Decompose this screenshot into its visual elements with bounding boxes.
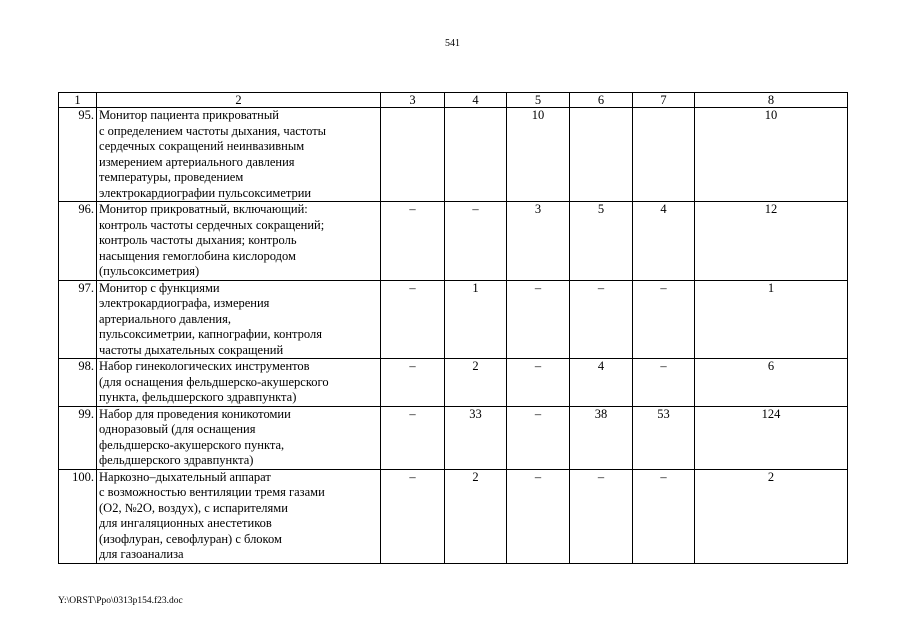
value-cell: 10 [507, 108, 570, 202]
item-name: Монитор пациента прикроватный с определением частоты дыхания, частоты сердечных сокращений неинвазивным измерением артериального давления температуры, проведением электрокардиографии пульсоксиметрии [97, 108, 381, 202]
value-cell [570, 108, 633, 202]
table-row [59, 406, 848, 469]
value-cell: – [507, 280, 570, 359]
header-cell: 5 [507, 93, 570, 108]
value-cell: 1 [445, 280, 507, 359]
value-cell: – [381, 359, 445, 407]
value-cell: – [381, 406, 445, 469]
item-name: Монитор прикроватный, включающий: контроль частоты сердечных сокращений; контроль частоты дыхания; контроль насыщения гемоглобина кислородом (пульсоксиметрия) [97, 202, 381, 281]
header-cell: 7 [633, 93, 695, 108]
total-cell: 1 [695, 280, 848, 359]
value-cell: 2 [445, 469, 507, 563]
item-name: Монитор с функциями электрокардиографа, измерения артериального давления, пульсоксиметрии, капнографии, контроля частоты дыхательных сокращений [97, 280, 381, 359]
header-cell: 1 [59, 93, 97, 108]
item-name: Наркозно–дыхательный аппарат с возможностью вентиляции тремя газами (О2, №2О, воздух), с испарителями для ингаляционных анестетиков (изофлуран, севофлуран) с блоком для газоанализа [97, 469, 381, 563]
page-number: 541 [445, 38, 460, 49]
header-cell: 2 [97, 93, 381, 108]
table-row [59, 108, 848, 202]
value-cell [633, 108, 695, 202]
header-cell: 4 [445, 93, 507, 108]
value-cell: 3 [507, 202, 570, 281]
item-name: Набор для проведения коникотомии одноразовый (для оснащения фельдшерско-акушерского пункта, фельдшерского здравпункта) [97, 406, 381, 469]
value-cell: 33 [445, 406, 507, 469]
value-cell: 5 [570, 202, 633, 281]
value-cell: – [507, 406, 570, 469]
file-path-footer: Y:\ORST\Ppo\0313p154.f23.doc [58, 596, 183, 606]
total-cell: 10 [695, 108, 848, 202]
value-cell: – [381, 469, 445, 563]
item-name: Набор гинекологических инструментов (для оснащения фельдшерско-акушерского пункта, фельдшерского здравпункта) [97, 359, 381, 407]
row-number: 98. [59, 359, 97, 407]
equipment-table [58, 92, 848, 564]
header-cell: 8 [695, 93, 848, 108]
value-cell [445, 108, 507, 202]
header-cell: 3 [381, 93, 445, 108]
value-cell: 38 [570, 406, 633, 469]
value-cell: – [381, 202, 445, 281]
total-cell: 6 [695, 359, 848, 407]
table-row [59, 469, 848, 563]
header-cell: 6 [570, 93, 633, 108]
value-cell: – [507, 469, 570, 563]
value-cell: – [507, 359, 570, 407]
value-cell: – [381, 280, 445, 359]
total-cell: 124 [695, 406, 848, 469]
value-cell: 53 [633, 406, 695, 469]
value-cell: 4 [633, 202, 695, 281]
value-cell: – [633, 280, 695, 359]
row-number: 100. [59, 469, 97, 563]
total-cell: 2 [695, 469, 848, 563]
value-cell [381, 108, 445, 202]
row-number: 95. [59, 108, 97, 202]
total-cell: 12 [695, 202, 848, 281]
value-cell: – [633, 359, 695, 407]
table-row [59, 359, 848, 407]
row-number: 99. [59, 406, 97, 469]
table-row [59, 280, 848, 359]
value-cell: – [570, 280, 633, 359]
value-cell: 2 [445, 359, 507, 407]
row-number: 96. [59, 202, 97, 281]
value-cell: – [445, 202, 507, 281]
table-row [59, 202, 848, 281]
value-cell: – [570, 469, 633, 563]
value-cell: – [633, 469, 695, 563]
row-number: 97. [59, 280, 97, 359]
header-row [59, 93, 848, 108]
value-cell: 4 [570, 359, 633, 407]
